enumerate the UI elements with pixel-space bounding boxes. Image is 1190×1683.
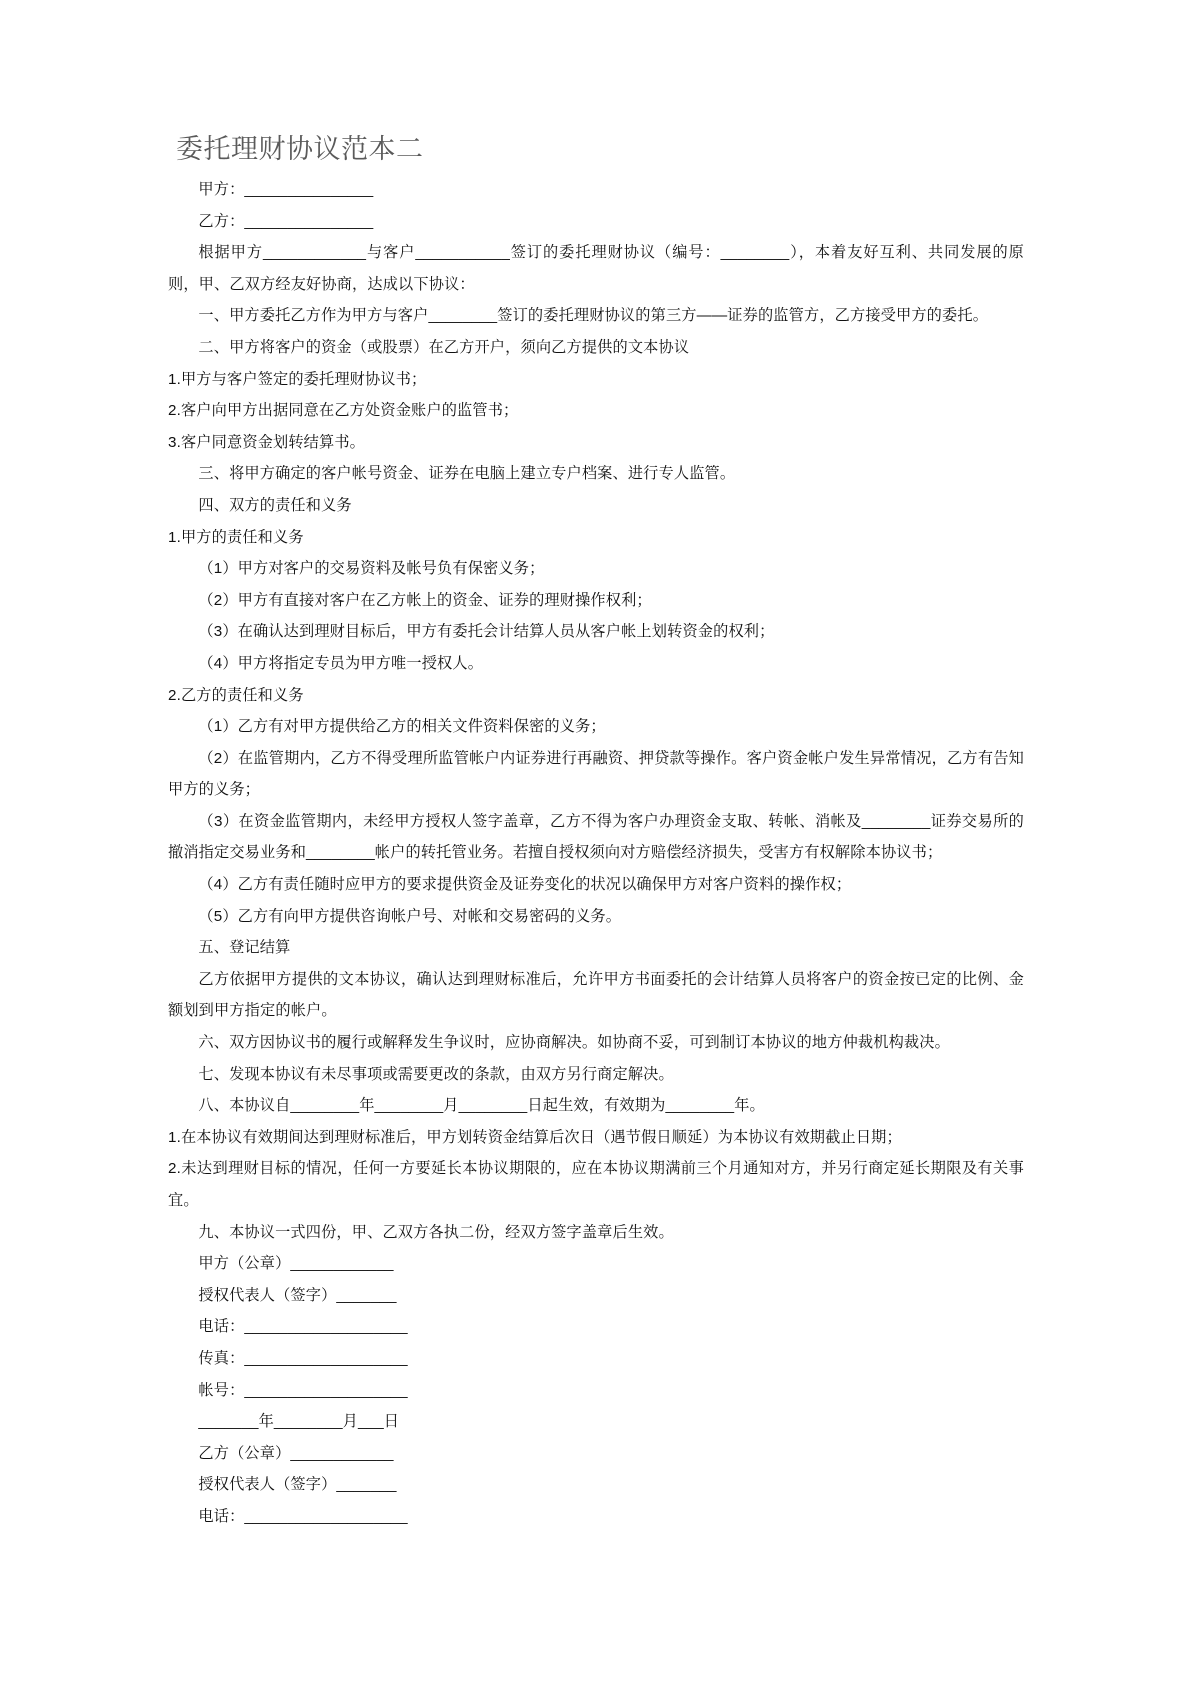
clause-4-party-b-item-4: （4）乙方有责任随时应甲方的要求提供资金及证券变化的状况以确保甲方对客户资料的操作权； [198,876,852,894]
clause-4-party-a-item-2: （2）甲方有直接对客户在乙方帐上的资金、证券的理财操作权利； [198,591,652,609]
signature-party-a-fax: 传真：___________________ [198,1349,408,1367]
clause-3: 三、将甲方确定的客户帐号资金、证券在电脑上建立专户档案、进行专人监管。 [198,465,736,483]
clause-4-party-a-item-1: （1）甲方对客户的交易资料及帐号负有保密义务； [198,560,545,578]
clause-5-body: 乙方依据甲方提供的文本协议，确认达到理财标准后，允许甲方书面委托的会计结算人员将客户的资金按已定的比例、金额划到甲方指定的帐户。 [168,970,1024,1020]
clause-4-party-a-heading: 1.甲方的责任和义务 [168,528,304,546]
clause-8-item-1: 1.在本协议有效期间达到理财标准后，甲方划转资金结算后次日（遇节假日顺延）为本协议有效期截止日期； [168,1128,902,1146]
clause-4-party-b-item-3: （3）在资金监管期内，未经甲方授权人签字盖章，乙方不得为客户办理资金支取、转帐、消帐及________证券交易所的撤消指定交易业务和________帐户的转托管业务。若擅自授权须向对方赔偿经济损失，受害方有权解除本协议书； [168,812,1024,862]
clause-4-party-b-item-2: （2）在监管期内，乙方不得受理所监管帐户内证券进行再融资、押贷款等操作。客户资金帐户发生异常情况，乙方有告知甲方的义务； [168,749,1024,799]
clause-4: 四、双方的责任和义务 [198,496,352,514]
signature-party-b-representative: 授权代表人（签字）_______ [198,1476,397,1494]
clause-8: 八、本协议自________年________月________日起生效，有效期为________年。 [198,1097,765,1115]
party-a-blank-line: 甲方：_______________ [198,181,374,198]
party-b-blank-line: 乙方：_______________ [198,212,374,230]
clause-2-item-1: 1.甲方与客户签定的委托理财协议书； [168,370,427,388]
preamble-paragraph: 根据甲方____________与客户___________签订的委托理财协议（编号：________），本着友好互利、共同发展的原则，甲、乙双方经友好协商，达成以下协议： [168,244,1024,293]
clause-4-party-a-item-4: （4）甲方将指定专员为甲方唯一授权人。 [198,654,484,672]
signature-party-a-seal: 甲方（公章）____________ [198,1255,394,1273]
clause-2-item-3: 3.客户同意资金划转结算书。 [168,433,366,451]
signature-party-b-seal: 乙方（公章）____________ [198,1444,394,1462]
clause-4-party-a-item-3: （3）在确认达到理财目标后，甲方有委托会计结算人员从客户帐上划转资金的权利； [198,623,775,641]
clause-4-party-b-heading: 2.乙方的责任和义务 [168,686,304,704]
clause-8-item-2: 2.未达到理财目标的情况，任何一方要延长本协议期限的，应在本协议期满前三个月通知对方，并另行商定延长期限及有关事宜。 [168,1160,1024,1209]
clause-5: 五、登记结算 [198,939,291,957]
clause-1: 一、甲方委托乙方作为甲方与客户________签订的委托理财协议的第三方——证券的监管方，乙方接受甲方的委托。 [198,307,989,325]
clause-9: 九、本协议一式四份，甲、乙双方各执二份，经双方签字盖章后生效。 [198,1223,674,1241]
clause-2: 二、甲方将客户的资金（或股票）在乙方开户，须向乙方提供的文本协议 [198,338,690,356]
document-content [168,130,1024,1533]
signature-party-a-account: 帐号：___________________ [198,1381,408,1399]
clause-4-party-b-item-5: （5）乙方有向甲方提供咨询帐户号、对帐和交易密码的义务。 [198,907,622,925]
page-title: 委托理财协议范本二 [176,134,424,164]
signature-party-a-date: _______年________月___日 [198,1413,400,1431]
signature-party-a-telephone: 电话：___________________ [198,1318,408,1336]
clause-2-item-2: 2.客户向甲方出据同意在乙方处资金账户的监管书； [168,402,519,420]
clause-7: 七、发现本协议有未尽事项或需要更改的条款，由双方另行商定解决。 [198,1065,674,1083]
signature-party-a-representative: 授权代表人（签字）_______ [198,1286,397,1304]
signature-party-b-telephone: 电话：___________________ [198,1507,408,1525]
clause-6: 六、双方因协议书的履行或解释发生争议时，应协商解决。如协商不妥，可到制订本协议的地方仲裁机构裁决。 [198,1034,950,1052]
clause-4-party-b-item-1: （1）乙方有对甲方提供给乙方的相关文件资料保密的义务； [198,718,606,736]
